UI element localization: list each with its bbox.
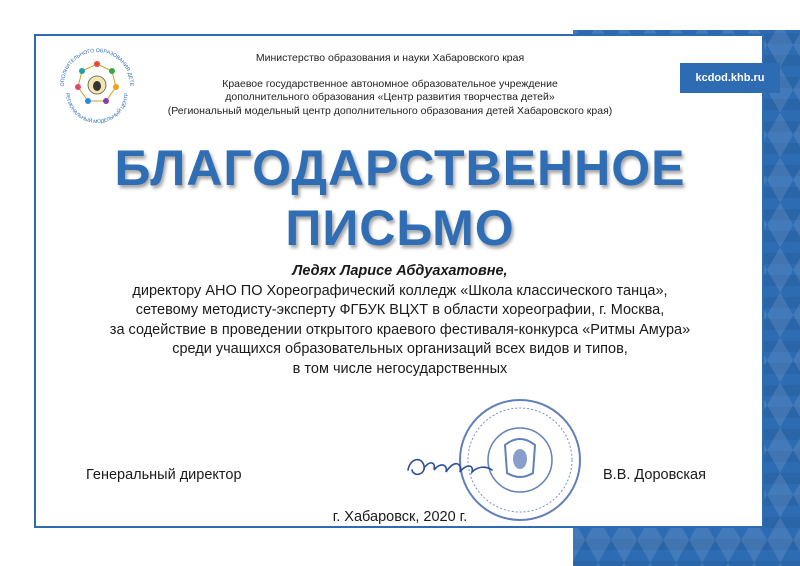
institution-line-3: (Региональный модельный центр дополнительного образования детей Хабаровского края) (167, 104, 613, 117)
signatory-position: Генеральный директор (86, 467, 242, 483)
title-line-1: БЛАГОДАРСТВЕННОЕ (114, 140, 686, 196)
certificate-title (40, 138, 760, 258)
ministry-name: Министерство образования и науки Хабаровского края (255, 52, 525, 64)
logo-text-bottom: РЕГИОНАЛЬНЫЙ МОДЕЛЬНЫЙ ЦЕНТР (63, 92, 131, 126)
body-line-3: за содействие в проведении открытого краевого фестиваля-конкурса «Ритмы Амура» (109, 321, 691, 338)
logo-text-top: ОПОЛНИТЕЛЬНОГО ОБРАЗОВАНИЯ ДЕТЕ (59, 47, 135, 87)
certificate-header (150, 52, 630, 118)
title-line-2: ПИСЬМО (285, 200, 515, 256)
regional-model-center-logo-icon (54, 42, 140, 128)
certificate-body (60, 262, 740, 379)
website-tab (680, 63, 780, 93)
signatory-name: В.В. Доровская (603, 467, 706, 483)
recipient-name: Ледях Ларисе Абдуахатовне, (292, 263, 508, 279)
institution-line-1: Краевое государственное автономное образовательное учреждение (222, 77, 558, 90)
website-url: kcdod.khb.ru (695, 72, 765, 84)
handwritten-signature-icon (400, 440, 500, 490)
body-line-2: сетевому методисту-эксперту ФГБУК ВЦХТ в области хореографии, г. Москва, (135, 302, 665, 318)
institution-line-2: дополнительного образования «Центр развития творчества детей» (225, 91, 555, 103)
body-line-5: в том числе негосударственных (292, 360, 508, 377)
body-line-4: среди учащихся образовательных организаций всех видов и типов, (172, 341, 628, 357)
white-sheet-top-strip (573, 0, 800, 30)
body-line-1: директору АНО ПО Хореографический колледж «Школа классического танца», (132, 282, 668, 299)
place-and-date: г. Хабаровск, 2020 г. (332, 509, 468, 525)
